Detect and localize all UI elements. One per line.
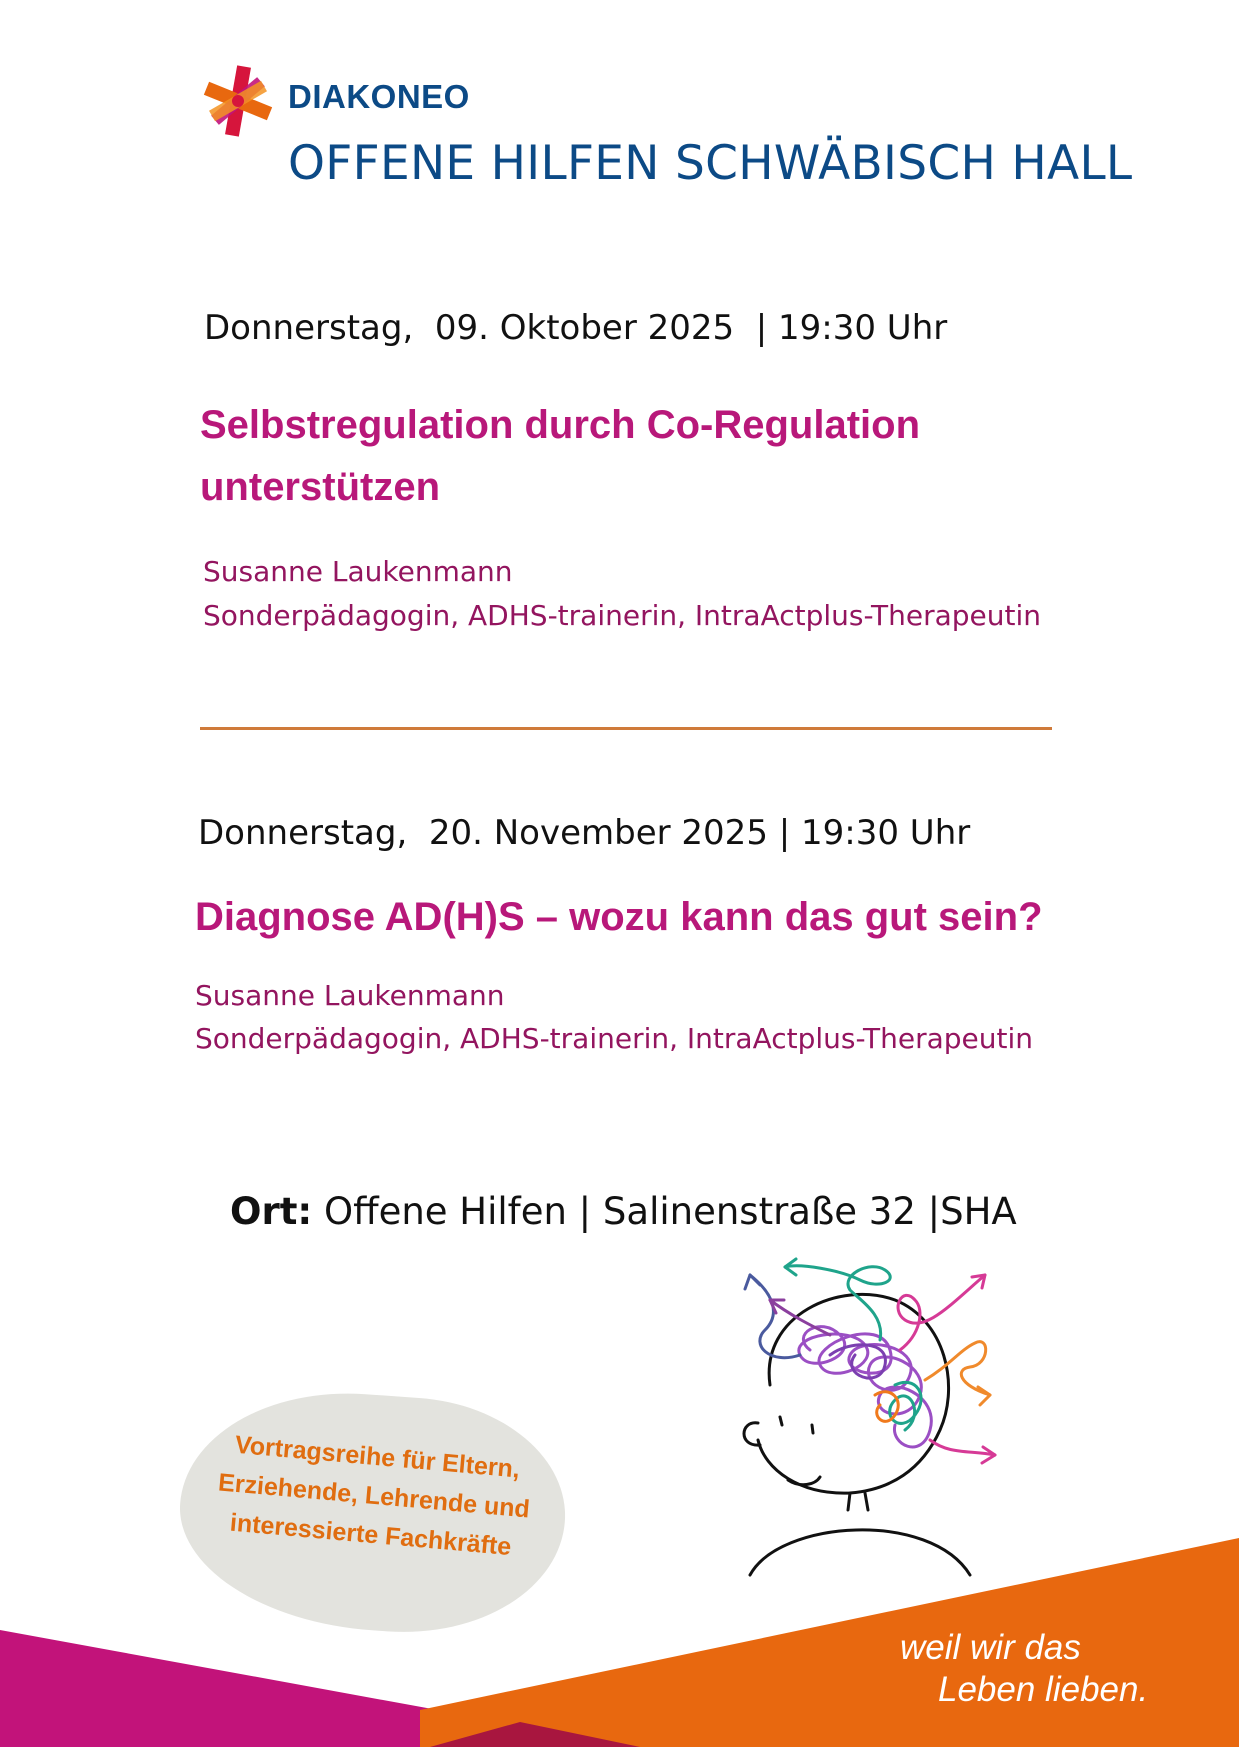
event-1-title-line2: unterstützen bbox=[200, 465, 440, 509]
event-1-speaker-role: Sonderpädagogin, ADHS-trainerin, IntraActplus-Therapeutin bbox=[203, 599, 1042, 632]
event-2-speaker-role: Sonderpädagogin, ADHS-trainerin, IntraActplus-Therapeutin bbox=[195, 1022, 1034, 1055]
slogan-line-2: Leben lieben. bbox=[938, 1670, 1149, 1709]
location-text: Offene Hilfen | Salinenstraße 32 |SHA bbox=[312, 1190, 1017, 1233]
event-2-date: Donnerstag, 20. November 2025 | 19:30 Uhr bbox=[198, 813, 971, 853]
event-1-speaker-name: Susanne Laukenmann bbox=[203, 555, 513, 588]
location-line bbox=[230, 1190, 1017, 1233]
section-divider bbox=[200, 727, 1052, 730]
audience-line-1: Vortragsreihe für Eltern, bbox=[233, 1430, 521, 1484]
event-2-speaker-name: Susanne Laukenmann bbox=[195, 979, 505, 1012]
slogan-line-1: weil wir das bbox=[900, 1628, 1081, 1667]
brand-name: DIAKONEO bbox=[288, 78, 470, 115]
audience-line-3: interessierte Fachkräfte bbox=[228, 1508, 513, 1562]
org-title: OFFENE HILFEN SCHWÄBISCH HALL bbox=[288, 136, 1133, 191]
location-label: Ort: bbox=[230, 1190, 313, 1233]
tangled-thoughts-head-icon bbox=[690, 1255, 1020, 1615]
event-2-title: Diagnose AD(H)S – wozu kann das gut sein? bbox=[195, 895, 1043, 939]
slogan bbox=[900, 1627, 1148, 1711]
diakoneo-logo-icon bbox=[203, 64, 273, 138]
event-1-date: Donnerstag, 09. Oktober 2025 | 19:30 Uhr bbox=[204, 308, 948, 348]
audience-line-2: Erziehende, Lehrende und bbox=[217, 1468, 531, 1524]
event-1-title-line1: Selbstregulation durch Co-Regulation bbox=[200, 403, 921, 447]
